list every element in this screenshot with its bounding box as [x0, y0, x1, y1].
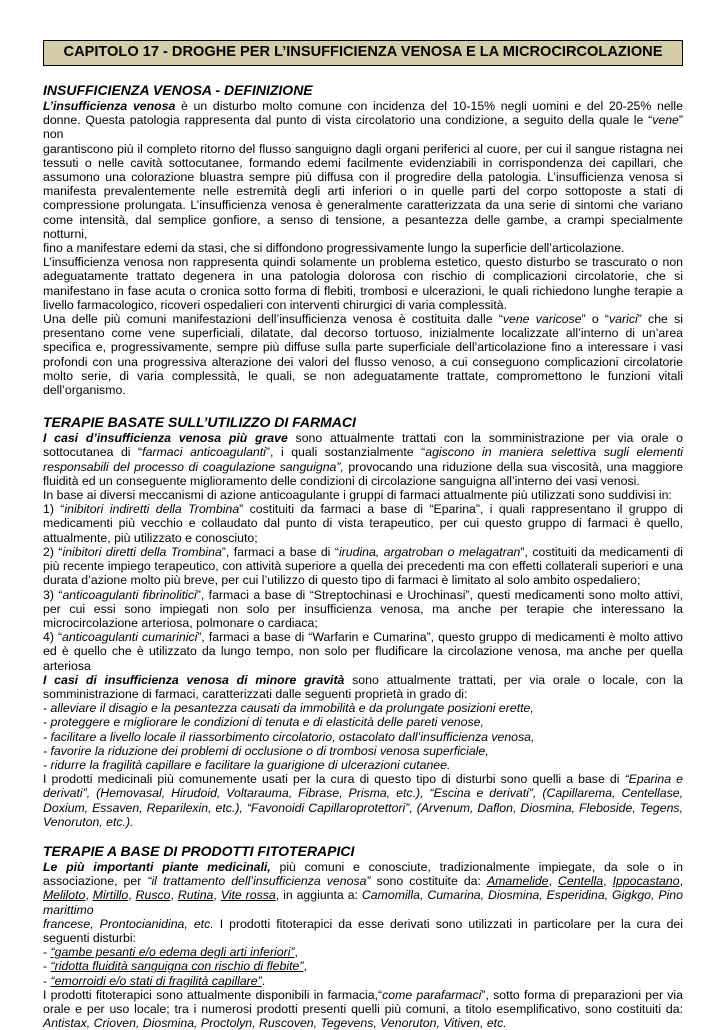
section-phytotherapy	[43, 843, 683, 1030]
text-line: Le più importanti piante medicinali, più comuni e conosciute, tradizionalmente impiegate, da sole o in	[43, 859, 684, 874]
plant-name: Vite rossa	[220, 888, 276, 903]
list-item: - “gambe pesanti e/o edema degli arti inferiori”,	[43, 945, 298, 960]
list-item: - favorire la riduzione dei problemi di occlusione o di trombosi venosa superficiale,	[43, 743, 489, 758]
section-title-definition: INSUFFICIENZA VENOSA - DEFINIZIONE	[43, 82, 313, 98]
section-title-phytotherapy: TERAPIE A BASE DI PRODOTTI FITOTERAPICI	[43, 842, 355, 859]
page	[43, 40, 683, 1030]
text-line: In base ai diversi meccanismi di azione anticoagulante i gruppi di farmaci attualmente più utilizzati sono suddivisi in:	[43, 488, 672, 503]
text-line: somministrazione di farmaci, caratterizzati dalle seguenti proprietà in grado di:	[43, 686, 468, 701]
text-line: più recente impiego terapeutico, con attività superiore a quella dei precedenti ma con effetti collaterali superiori e una	[43, 559, 683, 574]
list-item: - alleviare il disagio e la pesantezza causati da immobilità e da prolungate posizioni erette,	[43, 701, 534, 716]
text-line: compressione prolungata. L’insufficienza venosa è generalmente caratterizzata da una serie di sintomi che variano	[43, 198, 683, 213]
text-line: L’insufficienza venosa non rappresenta quindi solamente un problema estetico, questo disturbo se trascurato o non	[43, 255, 683, 270]
list-item: - ridurre la fragilità capillare e facilitare la guarigione di ulcerazioni cutanee.	[43, 757, 451, 772]
text-line: dell’organismo.	[43, 383, 126, 398]
text-line: per cui essi sono impiegati non solo per insufficienza venosa, ma anche per terapie che interessano la	[43, 601, 683, 616]
text-line: associazione, per “il trattamento dell’insufficienza venosa” sono costituite da: Amamelide, Centella, Ippocastano,	[43, 874, 683, 889]
text-line: I prodotti medicinali più comunemente usati per la cura di questo tipo di disturbi sono quelli a base di “Eparina e	[43, 772, 683, 787]
text-line: specifica e, progressivamente, sempre più diffuse sulla parte superficiale dell’articolazione fino a interessare i vasi	[43, 340, 683, 355]
text-line: L’insufficienza venosa è un disturbo molto comune con incidenza del 10-15% negli uomini e del 20-25% nelle	[43, 99, 683, 113]
text-line: I prodotti fitoterapici sono attualmente disponibili in farmacia,“come parafarmaci”, sotto forma di preparazioni per via	[43, 987, 683, 1002]
text-line: 2) “inibitori diretti della Trombina”, farmaci a base di “irudina, argatroban o melagatran”, costituiti da medicamenti di	[43, 544, 684, 559]
text-line: 4) “anticoagulanti cumarinici”, farmaci a base di “Warfarin e Cumarina”, questo gruppo di medicamenti è molto attivo	[43, 630, 683, 645]
text-line: derivati”, (Hemovasal, Hirudoid, Voltarauma, Fibrase, Prisma, etc.), “Escina e derivati”, (Capillarema, Centellase,	[43, 786, 683, 801]
text-line: seguenti disturbi:	[43, 930, 136, 945]
plant-name: Ippocastano	[612, 874, 680, 889]
text-line: 3) “anticoagulanti fibrinolitici”, farmaci a base di “Streptochinasi e Urochinasi”, questi medicamenti sono molto attivi,	[43, 587, 684, 602]
text-line: Doxium, Essaven, Reparilexin, etc.), “Favonoidi Capillaroprotettori”, (Arvenum, Daflon, Diosmina, Fleboside, Tegens,	[43, 800, 683, 815]
text-line: attualmente, più utilizzato e conosciuto;	[43, 530, 258, 545]
list-item: - proteggere e migliorare le condizioni di tenuta e di elasticità delle pareti venose,	[43, 715, 484, 730]
section-title-drugs: TERAPIE BASATE SULL’UTILIZZO DI FARMACI	[43, 414, 356, 431]
text-line: medicamenti più vecchio e collaudato dal punto di vista terapeutico, per cui questo gruppo di farmaci è quello,	[43, 516, 683, 531]
text-line: 1) “inibitori indiretti della Trombina” costituiti da farmaci a base di “Eparina”, i quali rappresentano il gruppo di	[43, 502, 683, 517]
text-line: francese, Prontocianidina, etc. I prodotti fitoterapici da esse derivati sono utilizzati in particolare per la cura dei	[43, 916, 684, 931]
text-line: fluidità ed un conseguente miglioramento delle condizioni di circolazione sanguigna all’interno dei vasi venosi.	[43, 473, 640, 488]
text-line: I casi d’insufficienza venosa più grave sono attualmente trattati con la somministrazione per via orale o	[43, 431, 683, 446]
text-line: fino a manifestare edemi da stasi, che si diffondono progressivamente lungo la superficie dell’articolazione.	[43, 241, 625, 256]
text-line: manifestano in fase acuta o cronica sotto forma di flebiti, trombosi e ulcerazioni, le quali richiedono lunghe terapie a	[43, 283, 683, 298]
text-line: Antistax, Crioven, Diosmina, Proctolyn, Ruscoven, Tegevens, Venoruton, Vitiven, etc.	[43, 1016, 507, 1030]
text-line: donne. Questa patologia rappresenta dal punto di vista circolatorio una condizione, a seguito della quale le “vene” non	[43, 113, 683, 142]
list-item: - facilitare a livello locale il riassorbimento circolatorio, ostacolato dall’insufficienza venosa,	[43, 729, 535, 744]
text-line: Venoruton, etc.).	[43, 814, 134, 829]
text-line: manifesta prevalentemente nelle estremità degli arti inferiori o in quelle parti del corpo sottoposte a stati di	[43, 184, 683, 199]
text-line: sottocutanea di “farmaci anticoagulanti”, i quali sostanzialmente “agiscono in maniera selettiva sugli elementi	[43, 445, 684, 460]
text-line: Una delle più comuni manifestazioni dell’insufficienza venosa è costituita dalle “vene varicose” o “varici” che si	[43, 312, 683, 327]
text-line: arteriosa	[43, 658, 91, 673]
text-line: responsabili del processo di coagulazione sanguigna”, provocando una riduzione della sua viscosità, una maggiore	[43, 459, 683, 474]
text-line: presentano come vene superficiali, dilatate, dal decorso tortuoso, inizialmente localizzate all’interno di un’area	[43, 326, 683, 341]
text-line: livello farmacologico, ricoveri ospedalieri con interventi chirurgici di varia complessità.	[43, 297, 508, 312]
text-line: come intensità, dal semplice gonfiore, a senso di tensione, a pesantezza delle gambe, a crampi specialmente notturni,	[43, 212, 683, 241]
section-drug-therapies	[43, 414, 683, 829]
plant-name: Rusco	[135, 888, 171, 903]
text-line: orale e per uso locale; tra i numerosi prodotti presenti quelli più comuni, a titolo esemplificativo, sono costituiti da:	[43, 1001, 683, 1016]
chapter-title: CAPITOLO 17 - DROGHE PER L’INSUFFICIENZA VENOSA E LA MICROCIRCOLAZIONE	[43, 40, 683, 66]
plant-name: Amamelide	[486, 874, 549, 889]
text-line: garantiscono più il completo ritorno del flusso sanguigno dagli organi periferici al cuore, per cui il sangue ristagna nei	[43, 141, 683, 156]
text-line: microcircolazione arteriosa, polmonare o cardiaca;	[43, 615, 318, 630]
text-line: profondi con una progressiva alterazione dei valori del flusso venoso, a cui conseguono complicazioni circolatorie	[43, 354, 683, 369]
text-line: durata d’azione molto più breve, per cui l’utilizzo di questo tipo di farmaci è limitato al solo ambito ospedaliero;	[43, 573, 641, 588]
plant-name: Rutina	[177, 888, 214, 903]
list-item: - “emorroidi e/o stati di fragilità capillare”.	[43, 973, 266, 988]
text-line: tessuti o nelle cavità sottocutanee, formando edemi facilmente evidenziabili in corrispondenza dei capillari, che	[43, 155, 683, 170]
list-item: - “ridotta fluidità sanguigna con rischio di flebite”,	[43, 959, 307, 974]
plant-name: Centella	[557, 874, 604, 889]
section-definition	[43, 82, 683, 397]
text-line: ed è quello che è utilizzato da lungo tempo, non solo per fludificare la circolazione venosa, ma anche per quella	[43, 644, 683, 659]
plant-name: Meliloto	[43, 888, 86, 903]
text-line: adeguatamente trattato degenera in una patologia dolorosa con rischio di complicazioni circolatorie, che si	[43, 269, 683, 284]
text-line: I casi di insufficienza venosa di minore gravità sono attualmente trattati, per via orale o locale, con la	[43, 672, 684, 687]
plant-name: Mirtillo	[92, 888, 129, 903]
text-line: assumono una colorazione bluastra sempre più diffusa con il progredire della patologia. L’insufficienza venosa si	[43, 170, 683, 185]
text-line: molto serie, di varia complessità, le quali, se non adeguatamente trattate, compromettono le funzioni vitali	[43, 368, 683, 383]
text-line: Meliloto, Mirtillo, Rusco, Rutina, Vite rossa, in aggiunta a: Camomilla, Cumarina, Diosmina, Esperidina, Gigkgo, Pino marittimo	[43, 888, 683, 917]
